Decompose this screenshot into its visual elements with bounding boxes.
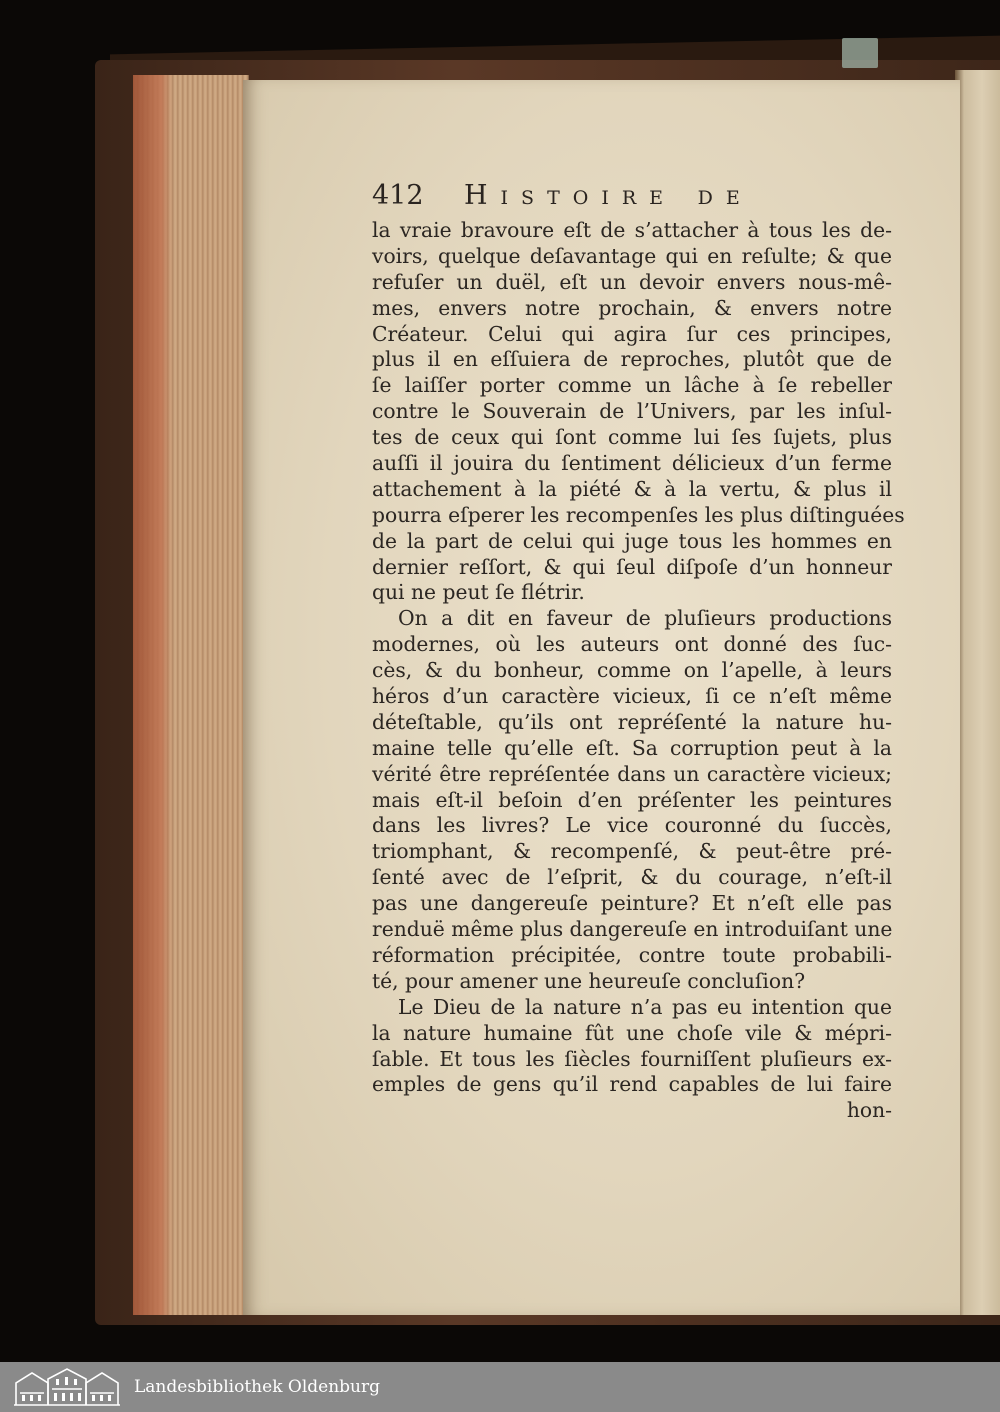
- text-line: pourra eſperer les recompenſes les plus diſtinguées: [372, 502, 905, 527]
- running-title: Histoire de: [464, 180, 753, 211]
- text-line: renduë même plus dangereuſe en introduiſant une: [372, 917, 893, 942]
- text-line: contre le Souverain de l’Univers, par les inſul-: [372, 399, 892, 424]
- text-line: hon-: [846, 1098, 892, 1123]
- text-line: tes de ceux qui ſont comme lui ſes ſujets, plus: [372, 425, 892, 450]
- text-line: Le Dieu de la nature n’a pas eu intention que: [398, 994, 892, 1019]
- text-line: de la part de celui qui juge tous les hommes en: [372, 528, 892, 553]
- text-line: Créateur. Celui qui agira ſur ces principes,: [372, 321, 892, 346]
- text-line: plus il en eſſuiera de reproches, plutôt que de: [372, 347, 892, 372]
- text-line: triomphant, & recompenſé, & peut-être pré-: [372, 839, 892, 864]
- text-line: refuſer un duël, eſt un devoir envers nous-mê-: [372, 269, 892, 294]
- text-line: la vraie bravoure eſt de s’attacher à tous les de-: [372, 218, 892, 242]
- text-line: mes, envers notre prochain, & envers notre: [372, 295, 892, 320]
- ribbon-bookmark: [842, 38, 878, 68]
- red-edge-tint: [133, 75, 173, 1315]
- text-line: On a dit en faveur de pluſieurs productions: [398, 606, 892, 631]
- text-line: pas une dangereuſe peinture? Et n’eſt elle pas: [372, 891, 892, 916]
- text-line: héros d’un caractère vicieux, ſi ce n’eſt même: [372, 684, 892, 709]
- text-line: maine telle qu’elle eſt. Sa corruption peut à la: [372, 735, 892, 760]
- text-line: ſable. Et tous les ſiècles fourniſſent pluſieurs ex-: [372, 1046, 892, 1071]
- text-line: attachement à la piété & à la vertu, & plus il: [372, 476, 892, 501]
- text-line: té, pour amener une heureuſe concluſion?: [372, 968, 806, 993]
- text-line: dans les livres? Le vice couronné du ſuccès,: [372, 813, 892, 838]
- text-line: la nature humaine fût une choſe vile & mépri-: [372, 1020, 892, 1045]
- text-line: mais eſt-il beſoin d’en préſenter les peintures: [372, 787, 892, 812]
- text-line: cès, & du bonheur, comme on l’apelle, à leurs: [372, 658, 892, 683]
- page-number: 412: [372, 180, 424, 211]
- text-line: déteſtable, qu’ils ont repréſenté la nature hu-: [372, 709, 892, 734]
- library-building-logo-icon: [12, 1367, 122, 1407]
- text-line: vérité être repréſentée dans un caractère vicieux;: [372, 761, 892, 786]
- footer-bar: [0, 1362, 1000, 1412]
- body-text: [372, 218, 905, 1124]
- text-line: auſſi il jouira du ſentiment délicieux d’un ferme: [372, 451, 892, 476]
- text-line: ſe laiſſer porter comme un lâche à ſe rebeller: [372, 373, 892, 398]
- text-line: voirs, quelque deſavantage qui en reſulte; & que: [372, 243, 892, 268]
- text-line: ſenté avec de l’eſprit, & du courage, n’eſt-il: [372, 865, 892, 890]
- text-line: modernes, où les auteurs ont donné des ſuc-: [372, 632, 892, 657]
- institution-name[interactable]: Landesbibliothek Oldenburg: [134, 1377, 381, 1397]
- facing-page-edge: [955, 70, 1000, 1315]
- text-line: réformation précipitée, contre toute probabili-: [372, 942, 892, 967]
- text-line: emples de gens qu’il rend capables de lui faire: [372, 1072, 892, 1097]
- running-head: [372, 180, 892, 220]
- text-line: dernier reſſort, & qui ſeul diſpoſe d’un honneur: [372, 554, 892, 579]
- text-line: qui ne peut ſe flétrir.: [372, 580, 585, 605]
